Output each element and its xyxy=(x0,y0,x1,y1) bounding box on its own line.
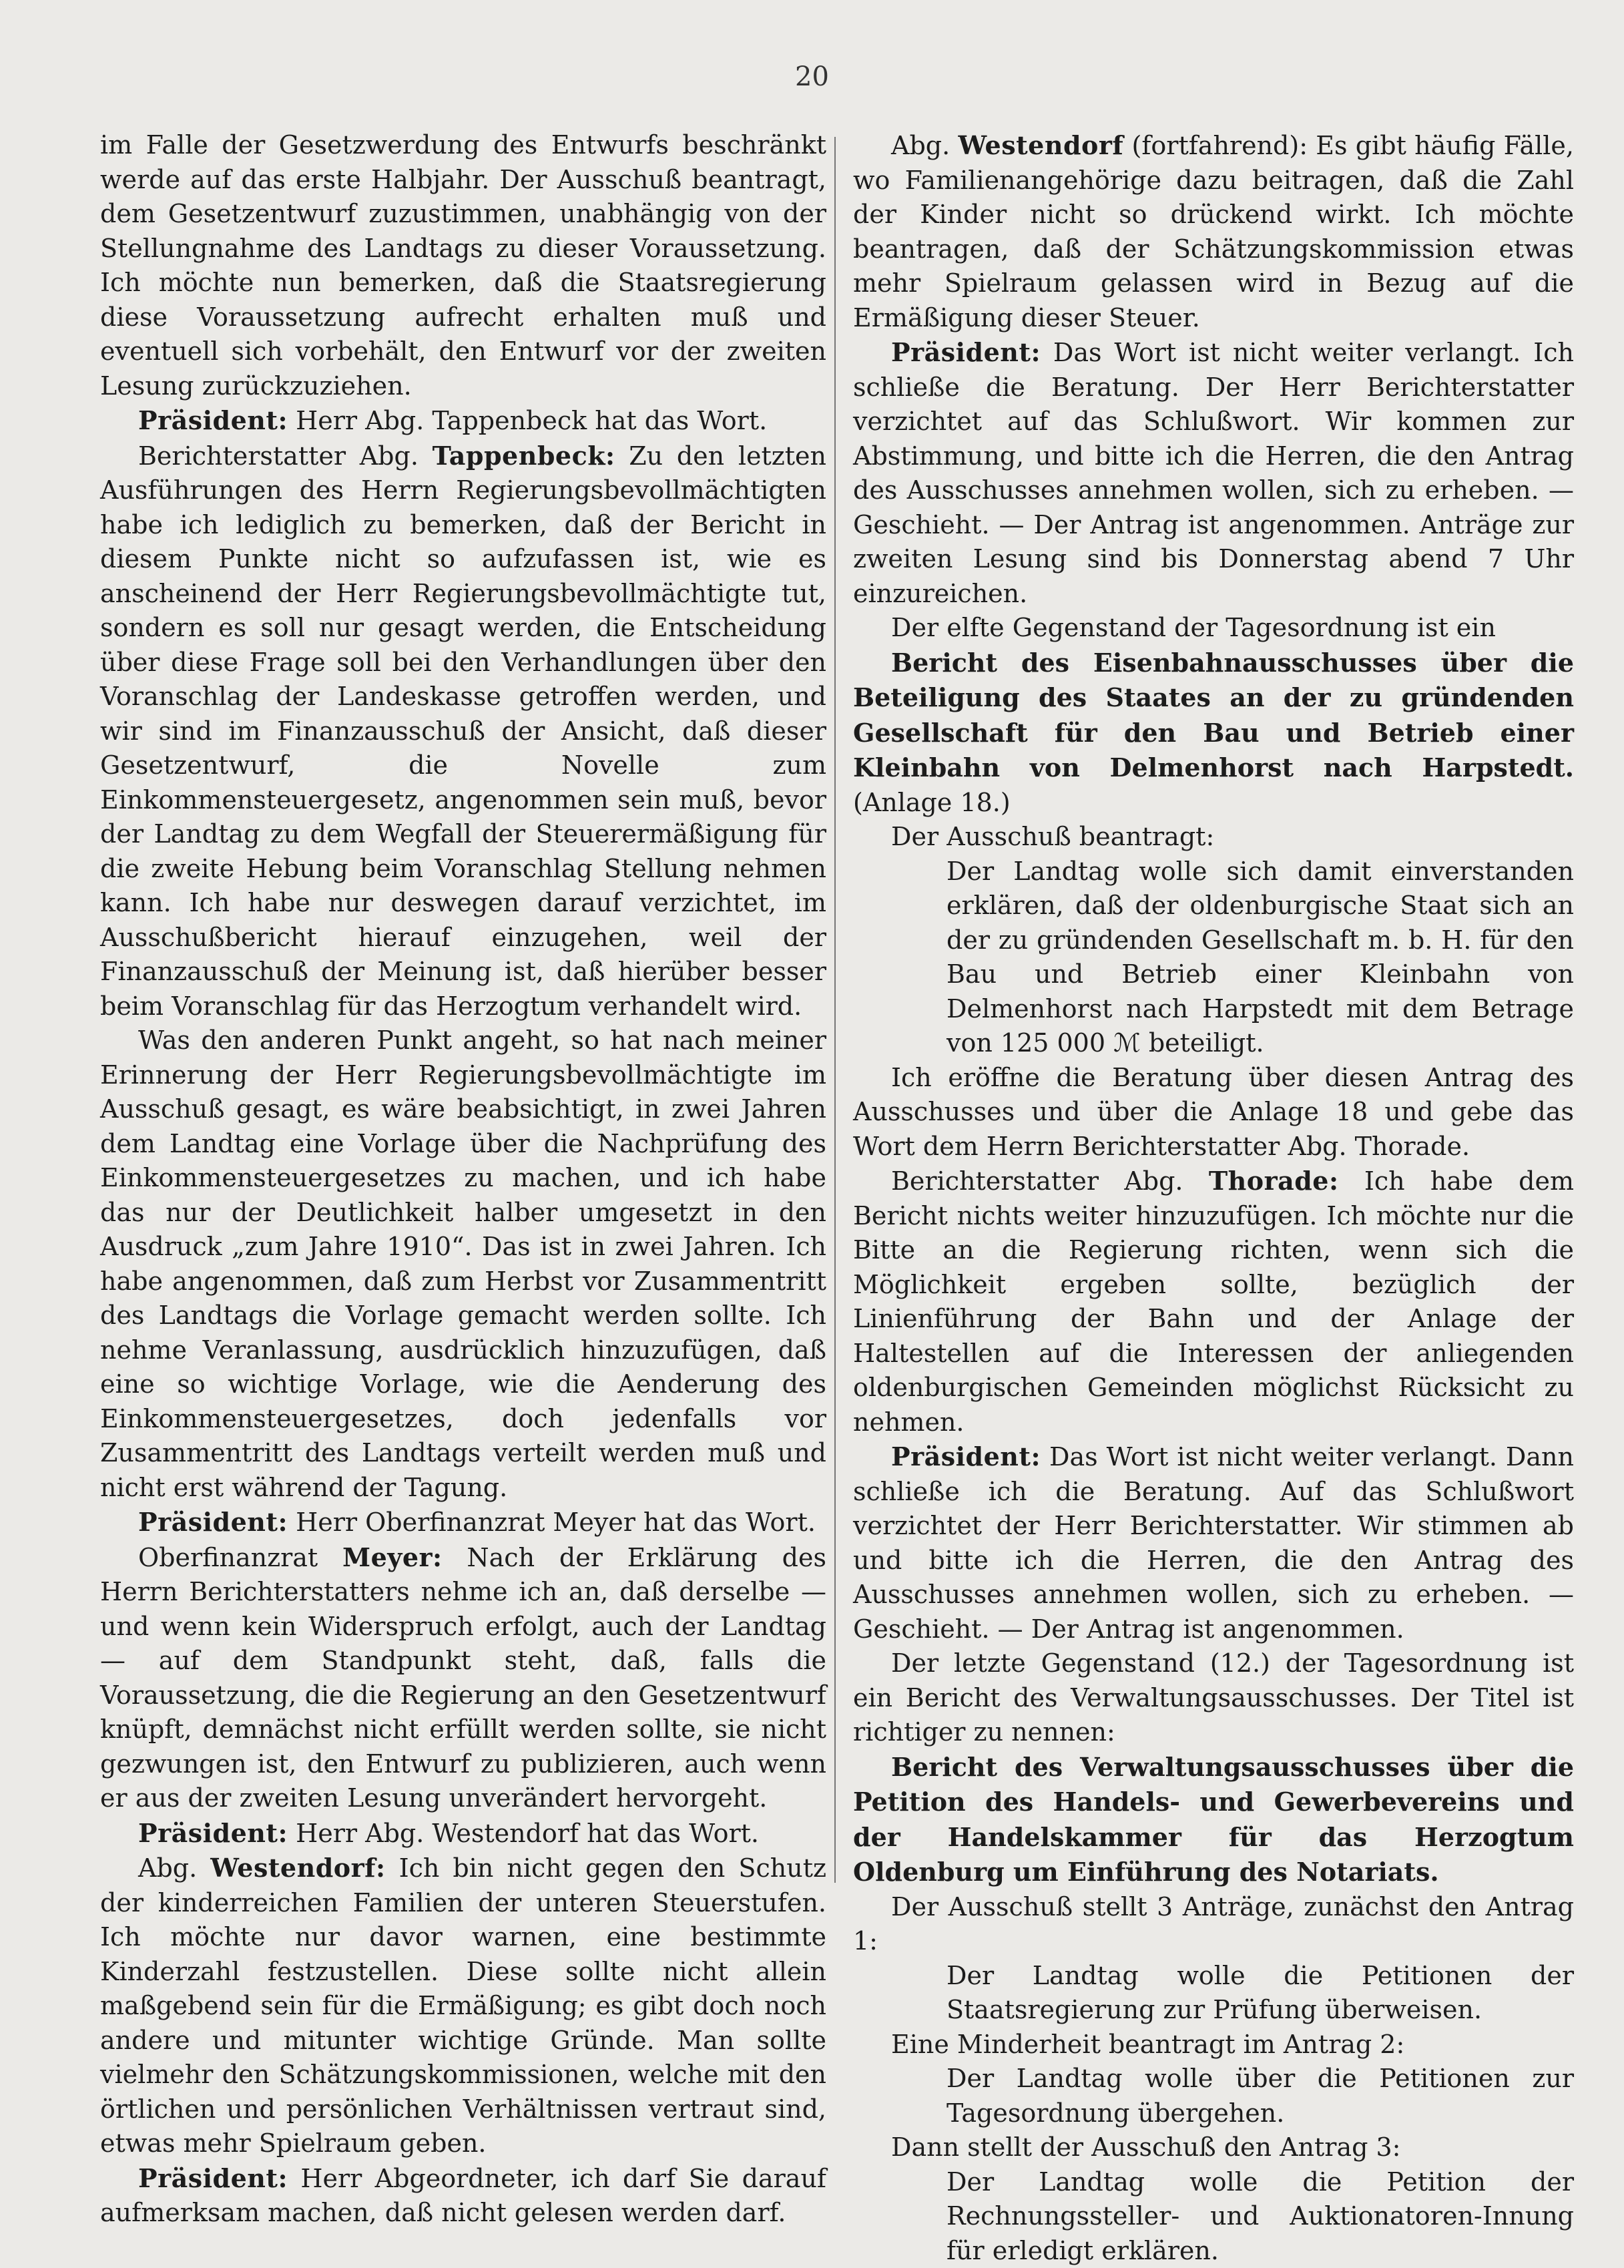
speech-text: Zu den letzten Ausführungen des Herrn Regierungsbevollmächtigten habe ich lediglich zu bemerken, daß der Bericht in diesem Punkte nicht so aufzufassen ist, wie es anscheinend der Herr Regierungsbevollmächtigte tut, sondern es soll nur gesagt werden, die Entscheidung über diese Frage soll bei den Verhandlungen über den Voranschlag der Landeskasse getroffen werden, und wir sind im Finanzausschuß der Ansicht, daß dieser Gesetzentwurf, die Novelle zum Einkommensteuergesetz, angenommen sein muß, bevor der Landtag zu dem Wegfall der Steuerermäßigung für die zweite Hebung beim Voranschlag Stellung nehmen kann. Ich habe nur deswegen darauf verzichtet, im Ausschußbericht hierauf einzugehen, weil der Finanzausschuß der Meinung ist, daß hierüber besser beim Voranschlag für das Herzogtum verhandelt wird. xyxy=(100,441,826,1021)
speaker-name: Thorade: xyxy=(1209,1166,1339,1196)
speech xyxy=(100,1851,826,2161)
speaker-role: Berichterstatter Abg. xyxy=(138,441,419,471)
speaker-name: Tappenbeck: xyxy=(433,441,615,471)
speech xyxy=(100,439,826,1024)
page-number: 20 xyxy=(0,61,1624,92)
speech xyxy=(853,1439,1574,1646)
speaker-name: Westendorf xyxy=(958,130,1123,160)
agenda-item-heading xyxy=(853,1750,1574,1890)
speaker-role: Abg. xyxy=(138,1853,197,1883)
agenda-item-heading xyxy=(853,646,1574,821)
paragraph: Eine Minderheit beantragt im Antrag 2: xyxy=(853,2028,1574,2062)
paragraph: Der Ausschuß stellt 3 Anträge, zunächst den Antrag 1: xyxy=(853,1890,1574,1959)
speech xyxy=(100,2161,826,2231)
speaker-role: Berichterstatter Abg. xyxy=(891,1166,1183,1196)
speech xyxy=(100,1505,826,1540)
speaker-name: Präsident: xyxy=(138,1818,288,1848)
agenda-item-title: Bericht des Verwaltungsausschusses über die Petition des Handels- und Gewerbevereins und der Handelskammer für das Herzogtum Oldenburg um Einführung des Notariats. xyxy=(853,1752,1574,1887)
speech xyxy=(853,1164,1574,1439)
paragraph: Dann stellt der Ausschuß den Antrag 3: xyxy=(853,2130,1574,2165)
speaker-role: Oberfinanzrat xyxy=(138,1543,318,1572)
paragraph: Der letzte Gegenstand (12.) der Tagesordnung ist ein Bericht des Verwaltungsausschusses. Der Titel ist richtiger zu nennen: xyxy=(853,1646,1574,1750)
speaker-name: Präsident: xyxy=(891,337,1041,367)
speech-text: Herr Abgeordneter, ich darf Sie darauf aufmerksam machen, daß nicht gelesen werden darf. xyxy=(100,2164,826,2228)
motion-text: Der Landtag wolle über die Petitionen zur Tagesordnung übergehen. xyxy=(946,2062,1574,2130)
right-column xyxy=(853,128,1574,2268)
paragraph: Was den anderen Punkt angeht, so hat nach meiner Erinnerung der Herr Regierungsbevollmächtigte im Ausschuß gesagt, es wäre beabsichtigt, in zwei Jahren dem Landtag eine Vorlage über die Nachprüfung des Einkommensteuergesetzes zu machen, und ich habe das nur der Deutlichkeit halber umgesetzt in den Ausdruck „zum Jahre 1910“. Das ist in zwei Jahren. Ich habe angenommen, daß zum Herbst vor Zusammentritt des Landtags die Vorlage gemacht werden sollte. Ich nehme Veranlassung, ausdrücklich hinzuzufügen, daß eine so wichtige Vorlage, wie die Aenderung des Einkommensteuergesetzes, doch jedenfalls vor Zusammentritt des Landtags verteilt werden muß und nicht erst während der Tagung. xyxy=(100,1024,826,1505)
speech xyxy=(100,1816,826,1851)
speaker-name: Präsident: xyxy=(891,1441,1041,1471)
speech xyxy=(853,335,1574,611)
motion-text: Der Landtag wolle die Petition der Rechnungssteller- und Auktionatoren-Innung für erledigt erklären. xyxy=(946,2165,1574,2268)
speech-text: Ich habe dem Bericht nichts weiter hinzuzufügen. Ich möchte nur die Bitte an die Regierung richten, wenn sich die Möglichkeit ergeben sollte, bezüglich der Linienführung der Bahn und der Anlage der Haltestellen auf die Interessen der anliegenden oldenburgischen Gemeinden möglichst Rücksicht zu nehmen. xyxy=(853,1166,1574,1437)
speech-text: Ich bin nicht gegen den Schutz der kinderreichen Familien der unteren Steuerstufen. Ich möchte nur davor warnen, eine bestimmte Kinderzahl festzustellen. Diese sollte nicht allein maßgebend sein für die Ermäßigung; es gibt doch noch andere und mitunter wichtige Gründe. Man sollte vielmehr den Schätzungskommissionen, welche mit den örtlichen und persönlichen Verhältnissen vertraut sind, etwas mehr Spielraum geben. xyxy=(100,1853,826,2158)
speaker-name: Präsident: xyxy=(138,405,288,435)
speech-text: Das Wort ist nicht weiter verlangt. Ich schließe die Beratung. Der Herr Berichterstatter verzichtet auf das Schlußwort. Wir kommen zur Abstimmung, und bitte ich die Herren, die den Antrag des Ausschusses annehmen wollen, sich zu erheben. — Geschieht. — Der Antrag ist angenommen. Anträge zur zweiten Lesung sind bis Donnerstag abend 7 Uhr einzureichen. xyxy=(853,338,1574,608)
speech-text: Herr Oberfinanzrat Meyer hat das Wort. xyxy=(296,1508,816,1537)
motion-text: Der Landtag wolle sich damit einverstanden erklären, daß der oldenburgische Staat sich an der zu gründenden Gesellschaft m. b. H. für den Bau und Betrieb einer Kleinbahn von Delmenhorst nach Harpstedt mit dem Betrage von 125 000 ℳ beteiligt. xyxy=(946,855,1574,1061)
speech-text: (fortfahrend): Es gibt häufig Fälle, wo Familienangehörige dazu beitragen, daß die Zahl der Kinder nicht so drückend wirkt. Ich möchte beantragen, daß der Schätzungskommission etwas mehr Spielraum gelassen wird in Bezug auf die Ermäßigung dieser Steuer. xyxy=(853,131,1574,332)
left-column xyxy=(100,128,826,2231)
speaker-name: Präsident: xyxy=(138,1507,288,1537)
column-divider xyxy=(834,137,836,1883)
agenda-item-title: Bericht des Eisenbahnausschusses über die Beteiligung des Staates an der zu gründenden Gesellschaft für den Bau und Betrieb einer Kleinbahn von Delmenhorst nach Harpstedt. xyxy=(853,648,1574,783)
paragraph: Der Ausschuß beantragt: xyxy=(853,820,1574,855)
paragraph: Ich eröffne die Beratung über diesen Antrag des Ausschusses und über die Anlage 18 und gebe das Wort dem Herrn Berichterstatter Abg. Thorade. xyxy=(853,1061,1574,1164)
speech xyxy=(100,403,826,439)
paragraph: im Falle der Gesetzwerdung des Entwurfs beschränkt werde auf das erste Halbjahr. Der Ausschuß beantragt, dem Gesetzentwurf zuzustimmen, unabhängig von der Stellungnahme des Landtags zu dieser Voraussetzung. Ich möchte nun bemerken, daß die Staatsregierung diese Voraussetzung aufrecht erhalten muß und eventuell sich vorbehält, den Entwurf vor der zweiten Lesung zurückzuziehen. xyxy=(100,128,826,403)
speaker-name: Westendorf: xyxy=(210,1853,385,1883)
speech-text: Nach der Erklärung des Herrn Berichterstatters nehme ich an, daß derselbe — und wenn kein Widerspruch erfolgt, auch der Landtag — auf dem Standpunkt steht, daß, falls die Voraussetzung, die die Regierung an den Gesetzentwurf knüpft, demnächst nicht erfüllt werden sollte, sie nicht gezwungen ist, den Entwurf zu publizieren, auch wenn er aus der zweiten Lesung unverändert hervorgeht. xyxy=(100,1543,826,1813)
speech xyxy=(100,1540,826,1816)
speaker-role: Abg. xyxy=(891,131,950,160)
speech xyxy=(853,128,1574,335)
speaker-name: Präsident: xyxy=(138,2163,288,2193)
speaker-name: Meyer: xyxy=(342,1542,443,1572)
speech-text: Herr Abg. Tappenbeck hat das Wort. xyxy=(296,406,767,435)
agenda-item-annex: (Anlage 18.) xyxy=(853,788,1011,817)
speech-text: Das Wort ist nicht weiter verlangt. Dann schließe ich die Beratung. Auf das Schlußwort verzichtet der Herr Berichterstatter. Wir stimmen ab und bitte ich die Herren, die den Antrag des Ausschusses annehmen wollen, sich zu erheben. — Geschieht. — Der Antrag ist angenommen. xyxy=(853,1442,1574,1644)
motion-text: Der Landtag wolle die Petitionen der Staatsregierung zur Prüfung überweisen. xyxy=(946,1959,1574,2028)
speech-text: Herr Abg. Westendorf hat das Wort. xyxy=(296,1819,759,1848)
paragraph: Der elfte Gegenstand der Tagesordnung ist ein xyxy=(853,611,1574,646)
